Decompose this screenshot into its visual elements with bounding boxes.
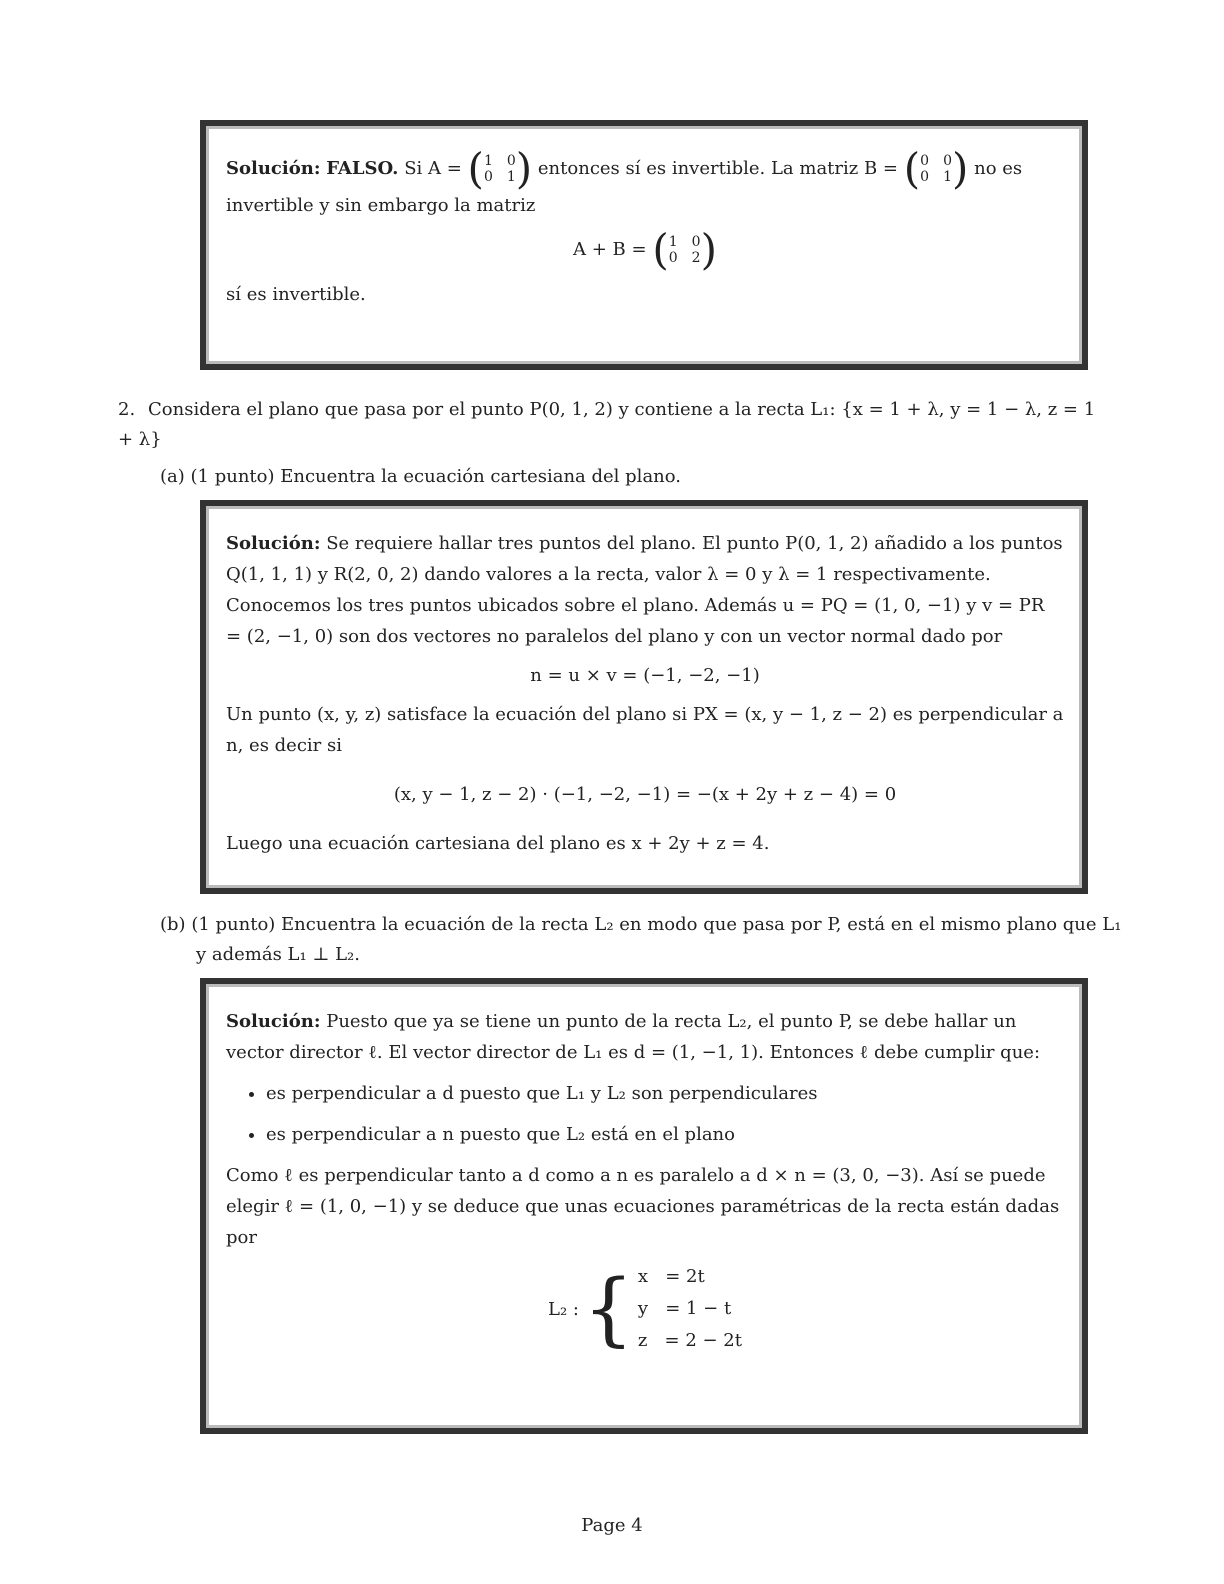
equation: A + B = ( 1 0 0 2 ) (573, 225, 717, 274)
question-2b (160, 910, 1136, 970)
question-2a (160, 462, 1100, 492)
solution-box-1 (200, 120, 1088, 370)
solution-box-3 (200, 978, 1088, 1434)
equation: (x, y − 1, z − 2) · (−1, −2, −1) = −(x + 2y + z − 4) = 0 (393, 784, 897, 805)
part-label: (b) (160, 914, 186, 935)
page-number: Page 4 (581, 1515, 643, 1536)
text: Puesto que ya se tiene un punto de la recta L₂, el punto P, se debe hallar un vector director ℓ. El vector director de L₁ es d = (1, −1, 1). Entonces ℓ debe cumplir que: (226, 1011, 1041, 1063)
text: Como ℓ es perpendicular tanto a d como a n es paralelo a d × n = (3, 0, −3). Así se puede elegir ℓ = (1, 0, −1) y se deduce que unas ecuaciones paramétricas de la recta están dadas por (226, 1165, 1060, 1248)
verdict: FALSO. (326, 158, 399, 179)
text: Si A = (404, 158, 462, 179)
question-2 (118, 395, 1098, 455)
part-text: (1 punto) Encuentra la ecuación de la recta L₂ en modo que pasa por P, está en el mismo plano que L₁ y además L₁ ⊥ L₂. (191, 914, 1122, 965)
solution-paragraph (226, 144, 1064, 221)
part-text: (1 punto) Encuentra la ecuación cartesiana del plano. (190, 466, 682, 487)
solution-label: Solución: (226, 1011, 321, 1032)
parametric-system: L₂ : { x = 2t y = 1 − t z = 2 − 2t (548, 1262, 742, 1355)
list-item: • es perpendicular a n puesto que L₂ está en el plano (266, 1119, 1064, 1150)
list-item: • es perpendicular a d puesto que L₁ y L₂ son perpendiculares (266, 1078, 1064, 1109)
matrix-a: ( 1 0 0 1 ) (467, 144, 533, 193)
text: sí es invertible. (226, 284, 366, 305)
question-text: Considera el plano que pasa por el punto P(0, 1, 2) y contiene a la recta L₁: {x = 1 + λ, y = 1 − λ, z = 1 + λ} (118, 399, 1096, 450)
text: entonces sí es invertible. La matriz B = (537, 158, 899, 179)
part-label: (a) (160, 466, 185, 487)
solution-box-2 (200, 500, 1088, 894)
question-number: 2. (118, 399, 136, 420)
equation: n = u × v = (−1, −2, −1) (530, 665, 760, 686)
matrix-b: ( 0 0 0 1 ) (903, 144, 969, 193)
text: Un punto (x, y, z) satisface la ecuación del plano si PX = (x, y − 1, z − 2) es perpendicular a n, es decir si (226, 704, 1064, 756)
text: Luego una ecuación cartesiana del plano es x + 2y + z = 4. (226, 833, 770, 854)
text: no es invertible y sin embargo la matriz (226, 158, 1023, 216)
text: Se requiere hallar tres puntos del plano. El punto P(0, 1, 2) añadido a los puntos Q(1, 1, 1) y R(2, 0, 2) dando valores a la recta, valor λ = 0 y λ = 1 respectivamente. Conocemos los tres puntos ubicados sobre el plano. Además u = PQ = (1, 0, −1) y v = PR = (2, −1, 0) son dos vectores no paralelos del plano y con un vector normal dado por (226, 533, 1063, 647)
solution-label: Solución: (226, 158, 321, 179)
matrix-sum: ( 1 0 0 2 ) (652, 225, 717, 274)
solution-label: Solución: (226, 533, 321, 554)
bullet-list (226, 1078, 1064, 1150)
